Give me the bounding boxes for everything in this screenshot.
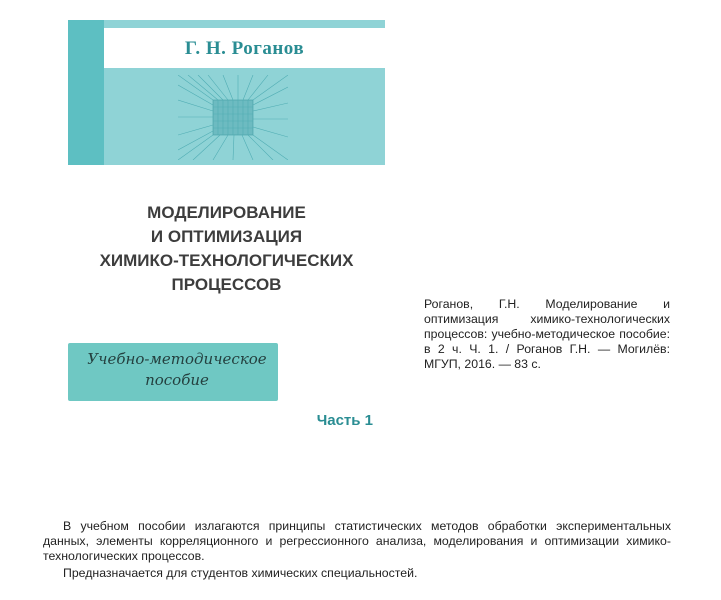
cover-subtitle-line: Учебно-методическое	[87, 350, 267, 368]
cover-title-line: ХИМИКО-ТЕХНОЛОГИЧЕСКИХ	[99, 251, 354, 270]
cover-title-line: И ОПТИМИЗАЦИЯ	[150, 227, 303, 246]
abstract-paragraph: В учебном пособии излагаются принципы статистических методов обработки экспериментальных данных, элементы корреляционного и регрессионного анализа, моделирования и оптимизации химико-технологических процессов.	[43, 519, 671, 563]
cover-title	[78, 201, 375, 297]
book-cover	[68, 20, 385, 440]
abstract-paragraph: Предназначается для студентов химических специальностей.	[63, 566, 418, 580]
cover-part-label: Часть 1	[316, 412, 373, 429]
cover-subtitle	[86, 349, 268, 391]
cover-subtitle-box	[68, 343, 278, 401]
cover-title-line: МОДЕЛИРОВАНИЕ	[147, 203, 306, 222]
abstract	[43, 519, 671, 581]
cover-title-line: ПРОЦЕССОВ	[171, 275, 282, 294]
bibliographic-citation	[424, 297, 670, 372]
cover-illustration	[178, 75, 288, 160]
cover-subtitle-line: пособие	[145, 371, 209, 389]
cover-author-strip	[104, 28, 385, 68]
cover-author: Г. Н. Роганов	[184, 38, 305, 59]
citation-text: Роганов, Г.Н. Моделирование и оптимизация химико-технологических процессов: учебно-методическое пособие: в 2 ч. Ч. 1. / Роганов Г.Н. — Могилёв: МГУП, 2016. — 83 с.	[424, 297, 670, 371]
cover-left-stripe	[68, 20, 104, 165]
